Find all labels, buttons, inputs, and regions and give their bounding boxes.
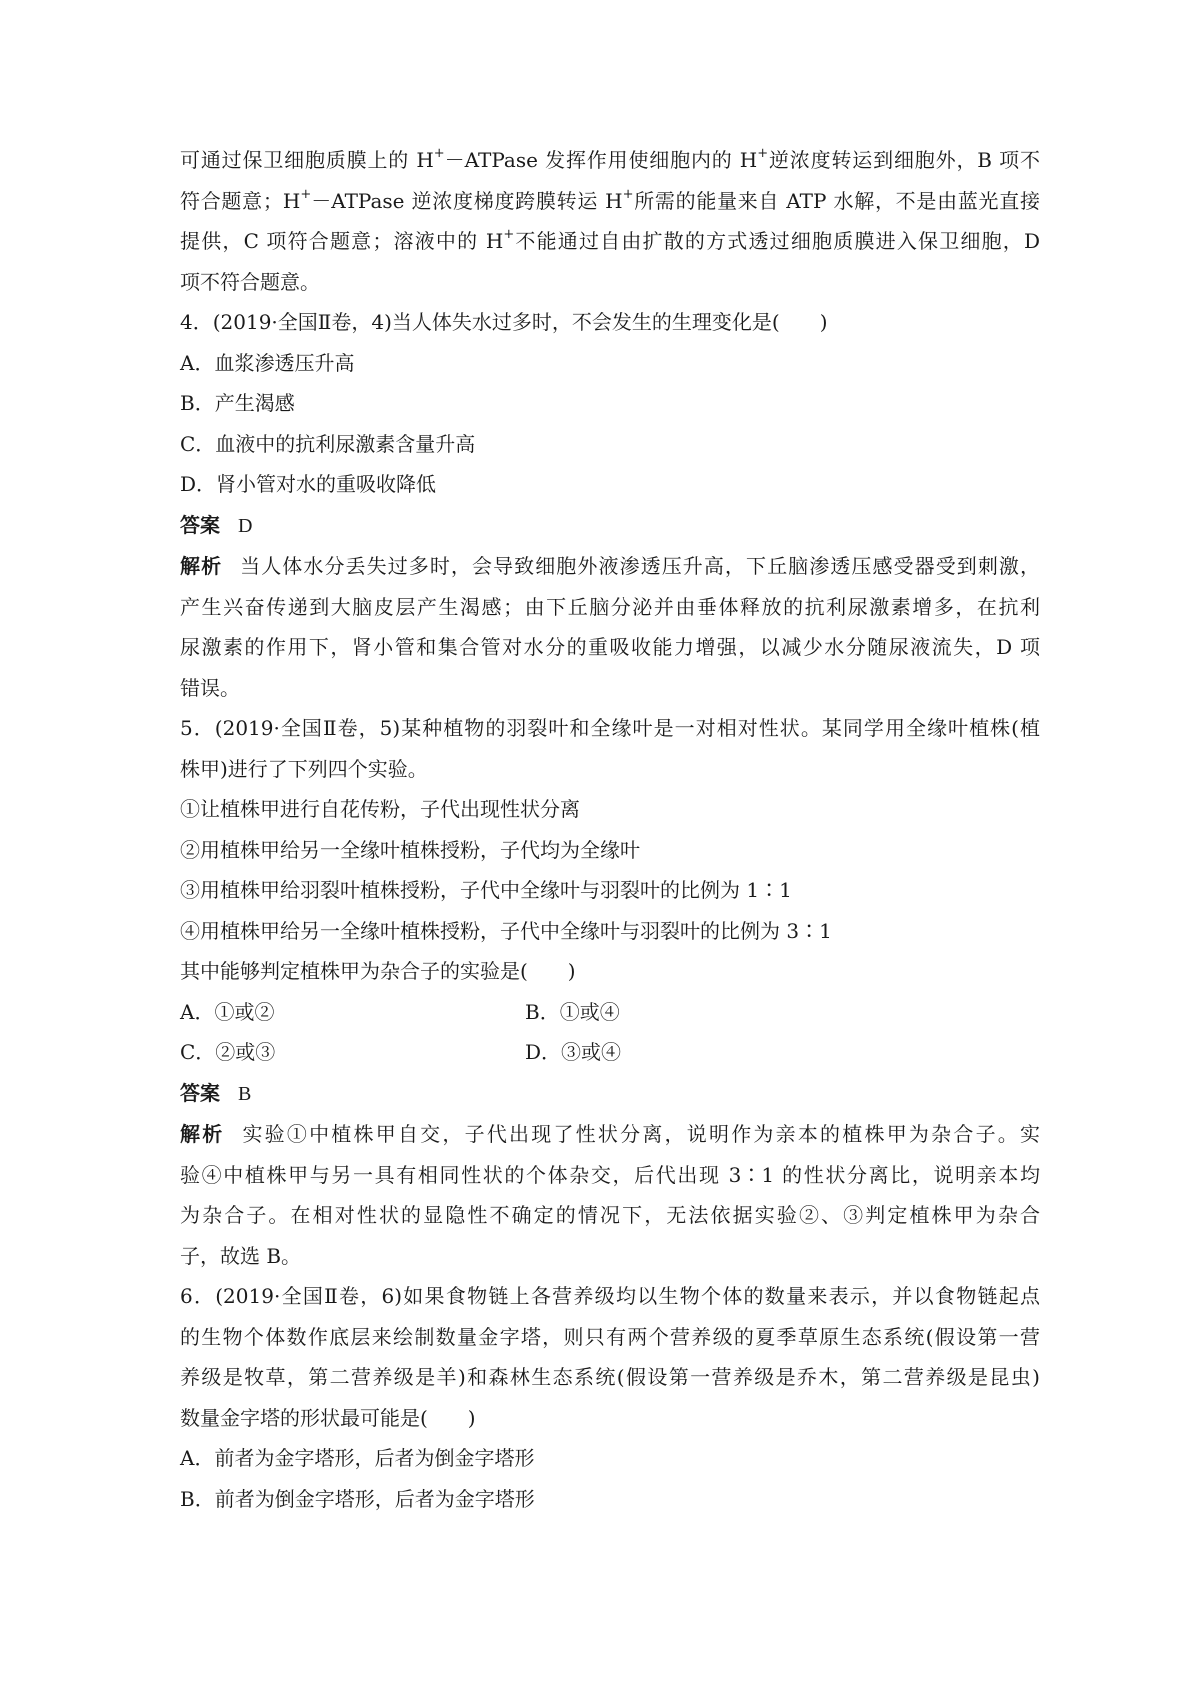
answer-value: D — [238, 514, 253, 537]
answer-label: 答案 — [180, 1080, 220, 1105]
analysis-line: 为杂合子。在相对性状的显隐性不确定的情况下，无法依据实验②、③判定植株甲为杂合 — [180, 1203, 1040, 1227]
question-stem: 株甲)进行了下列四个实验。 — [180, 756, 428, 781]
option-a: A．血浆渗透压升高 — [180, 350, 355, 375]
previous-analysis-continuation — [180, 140, 1040, 302]
option-c: C．②或③ — [180, 1040, 276, 1064]
experiment-2: ②用植株甲给另一全缘叶植株授粉，子代均为全缘叶 — [180, 837, 640, 862]
analysis-line: 验④中植株甲与另一具有相同性状的个体杂交，后代出现 3∶1 的性状分离比，说明亲本均 — [180, 1162, 1040, 1187]
analysis-line: 解析 实验①中植株甲自交，子代出现了性状分离，说明作为亲本的植株甲为杂合子。实 — [180, 1122, 1041, 1146]
analysis-line: 尿激素的作用下，肾小管和集合管对水分的重吸收能力增强，以减少水分随尿液流失，D 项 — [180, 635, 1040, 659]
option-a: A．前者为金字塔形，后者为倒金字塔形 — [180, 1446, 535, 1470]
analysis-line: 解析 当人体水分丢失过多时，会导致细胞外液渗透压升高，下丘脑渗透压感受器受到刺激， — [180, 554, 1041, 578]
text-line: 符合题意；H+－ATPase 逆浓度梯度跨膜转运 H+所需的能量来自 ATP 水解，不是由蓝光直接 — [180, 186, 1040, 213]
option-c: C．血液中的抗利尿激素含量升高 — [180, 431, 476, 456]
answer-line — [180, 505, 1040, 547]
option-b: B．产生渴感 — [180, 391, 295, 415]
experiment-3: ③用植株甲给羽裂叶植株授粉，子代中全缘叶与羽裂叶的比例为 1∶1 — [180, 878, 792, 902]
options-row — [180, 1032, 1040, 1073]
analysis-label: 解析 — [180, 1122, 225, 1146]
question-6 — [180, 1276, 1040, 1519]
options-row — [180, 992, 1040, 1033]
analysis-line: 子，故选 B。 — [180, 1243, 302, 1268]
option-d: D．③或④ — [525, 1040, 622, 1064]
text-line: 提供，C 项符合题意；溶液中的 H+不能通过自由扩散的方式透过细胞质膜进入保卫细胞，D — [180, 227, 1040, 253]
option-d: D．肾小管对水的重吸收降低 — [180, 472, 437, 496]
answer-label: 答案 — [180, 512, 220, 537]
question-prompt: 其中能够判定植株甲为杂合子的实验是( ) — [180, 959, 576, 983]
option-a: A．①或② — [180, 999, 275, 1024]
question-4 — [180, 302, 1040, 708]
text-line: 可通过保卫细胞质膜上的 H+－ATPase 发挥作用使细胞内的 H+逆浓度转运到细胞外，B 项不 — [180, 146, 1040, 172]
option-b: B．①或④ — [525, 999, 620, 1024]
experiment-1: ①让植株甲进行自花传粉，子代出现性状分离 — [180, 797, 580, 821]
answer-value: B — [238, 1082, 252, 1105]
page-content — [180, 140, 1040, 1519]
analysis-label: 解析 — [180, 554, 223, 578]
analysis-line: 错误。 — [180, 675, 240, 700]
answer-line — [180, 1073, 1040, 1115]
question-stem: 养级是牧草，第二营养级是羊)和森林生态系统(假设第一营养级是乔木，第二营养级是昆虫) — [180, 1365, 1040, 1389]
question-stem: 5．(2019·全国Ⅱ卷，5)某种植物的羽裂叶和全缘叶是一对相对性状。某同学用全缘叶植株(植 — [180, 716, 1040, 740]
experiment-4: ④用植株甲给另一全缘叶植株授粉，子代中全缘叶与羽裂叶的比例为 3∶1 — [180, 918, 832, 943]
question-stem: 4．(2019·全国Ⅱ卷，4)当人体失水过多时，不会发生的生理变化是( ) — [180, 310, 828, 334]
option-b: B．前者为倒金字塔形，后者为金字塔形 — [180, 1486, 535, 1511]
question-stem: 数量金字塔的形状最可能是( ) — [180, 1405, 476, 1430]
question-stem: 6．(2019·全国Ⅱ卷，6)如果食物链上各营养级均以生物个体的数量来表示，并以食物链起点 — [180, 1284, 1040, 1308]
question-5 — [180, 708, 1040, 1276]
question-stem: 的生物个体数作底层来绘制数量金字塔，则只有两个营养级的夏季草原生态系统(假设第一营 — [180, 1324, 1040, 1349]
analysis-line: 产生兴奋传递到大脑皮层产生渴感；由下丘脑分泌并由垂体释放的抗利尿激素增多，在抗利 — [180, 594, 1040, 619]
text-line: 项不符合题意。 — [180, 269, 320, 294]
